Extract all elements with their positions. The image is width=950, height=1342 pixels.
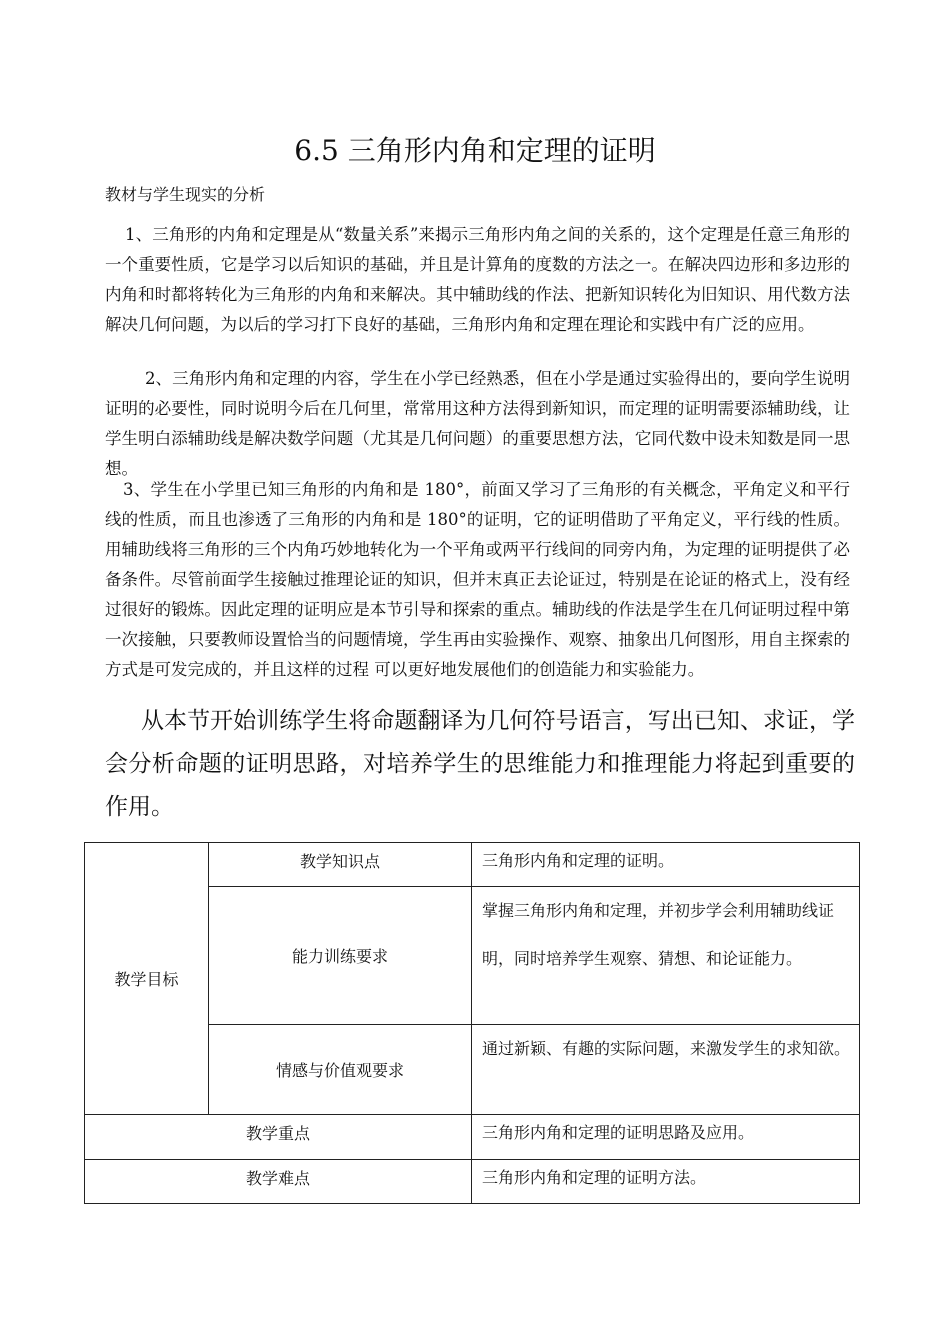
difficult-point-label-cell bbox=[85, 1160, 472, 1204]
page-title: 6.5 三角形内角和定理的证明 bbox=[294, 134, 656, 167]
row-content-cell bbox=[472, 1025, 860, 1115]
difficult-point-content: 三角形内角和定理的证明方法。 bbox=[482, 1168, 707, 1187]
paragraph-3: 3、学生在小学里已知三角形的内角和是 180°，前面又学习了三角形的有关概念，平角定义和平行线的性质，而且也渗透了三角形的内角和是 180°的证明，它的证明借助了平角定义，平行线的性质。用辅助线将三角形的三个内角巧妙地转化为一个平角或两平行线间的同旁内角，为定理的证明提供了必备条件。尽管前面学生接触过推理论证的知识，但并末真正去论证过，特别是在论证的格式上，没有经过很好的锻炼。因此定理的证明应是本节引导和探索的重点。辅助线的作法是学生在几何证明过程中第一次接触，只要教师设置恰当的问题情境，学生再由实验操作、观察、抽象出几何图形，用自主探索的方式是可发完成的，并且这样的过程 可以更好地发展他们的创造能力和实验能力。 bbox=[105, 480, 850, 679]
ability-requirement-content: 掌握三角形内角和定理，并初步学会利用辅助线证明，同时培养学生观察、猜想、和论证能力。 bbox=[482, 901, 835, 968]
table-row bbox=[85, 1115, 860, 1160]
row-label-cell bbox=[209, 887, 472, 1025]
row-label-cell bbox=[209, 1025, 472, 1115]
ability-requirement-label: 能力训练要求 bbox=[291, 947, 388, 966]
section-heading: 教材与学生现实的分析 bbox=[105, 185, 266, 204]
knowledge-point-content: 三角形内角和定理的证明。 bbox=[482, 851, 675, 870]
key-point-content: 三角形内角和定理的证明思路及应用。 bbox=[482, 1123, 755, 1142]
row-content-cell bbox=[472, 887, 860, 1025]
paragraph-4: 从本节开始训练学生将命题翻译为几何符号语言，写出已知、求证，学会分析命题的证明思路，对培养学生的思维能力和推理能力将起到重要的作用。 bbox=[105, 708, 855, 820]
difficult-point-content-cell bbox=[472, 1160, 860, 1204]
difficult-point-label: 教学难点 bbox=[245, 1169, 310, 1188]
goals-label-cell bbox=[85, 843, 209, 1115]
key-point-label: 教学重点 bbox=[245, 1124, 310, 1143]
paragraph-1: 1、三角形的内角和定理是从“数量关系”来揭示三角形内角之间的关系的，这个定理是任意三角形的一个重要性质，它是学习以后知识的基础，并且是计算角的度数的方法之一。在解决四边形和多边形的内角和时都将转化为三角形的内角和来解决。其中辅助线的作法、把新知识转化为旧知识、用代数方法解决几何问题，为以后的学习打下良好的基础，三角形内角和定理在理论和实践中有广泛的应用。 bbox=[105, 225, 850, 334]
goals-label: 教学目标 bbox=[114, 970, 179, 989]
knowledge-point-label: 教学知识点 bbox=[299, 852, 380, 871]
key-point-label-cell bbox=[85, 1115, 472, 1160]
key-point-content-cell bbox=[472, 1115, 860, 1160]
table-row bbox=[85, 1160, 860, 1204]
emotion-values-content: 通过新颖、有趣的实际问题，来激发学生的求知欲。 bbox=[482, 1039, 851, 1058]
row-content-cell bbox=[472, 843, 860, 887]
teaching-goals-table bbox=[84, 842, 860, 1204]
table-row bbox=[85, 843, 860, 887]
paragraph-2: 2、三角形内角和定理的内容，学生在小学已经熟悉，但在小学是通过实验得出的，要向学生说明证明的必要性，同时说明今后在几何里，常常用这种方法得到新知识，而定理的证明需要添辅助线，让学生明白添辅助线是解决数学问题（尤其是几何问题）的重要思想方法，它同代数中设未知数是同一思想。 bbox=[105, 369, 850, 478]
emotion-values-label: 情感与价值观要求 bbox=[275, 1061, 404, 1080]
row-label-cell bbox=[209, 843, 472, 887]
